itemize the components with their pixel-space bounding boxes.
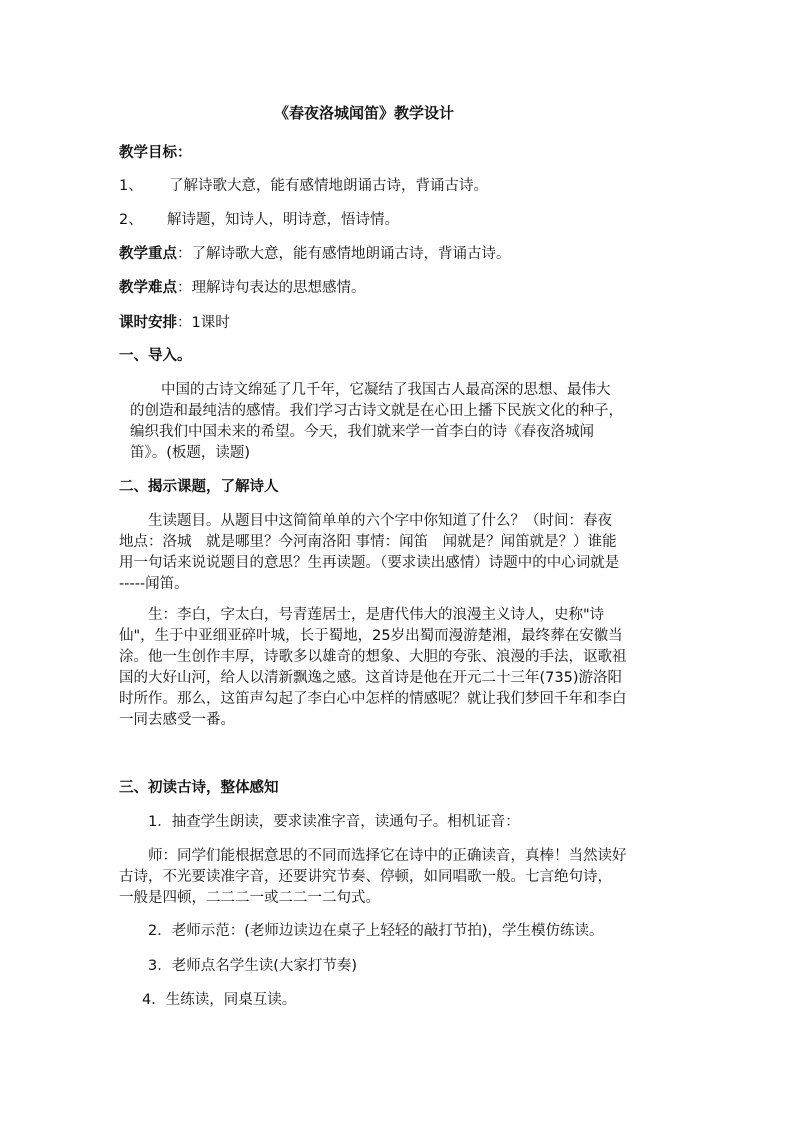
difficulties-text: ：理解诗句表达的思想感情。 <box>177 280 366 296</box>
schedule <box>119 313 230 333</box>
section-3-item-1: 1．抽查学生朗读，要求读准字音，读通句子。相机证音： <box>148 814 520 830</box>
poet-bio-line: 国的大好山河，给人以清新飘逸之感。这首诗是他在开元二十三年(735)游洛阳 <box>119 670 622 686</box>
poet-bio-line: 仙"，生于中亚细亚碎叶城，长于蜀地，25岁出蜀而漫游楚湘，最终葬在安徽当 <box>119 628 623 644</box>
section-1-line: 编织我们中国未来的希望。今天，我们就来学一首李白的诗《春夜洛城闻 <box>130 424 594 440</box>
section-3-item-3: 3．老师点名学生读(大家打节奏) <box>148 958 358 974</box>
poet-bio-line: 一同去感受一番。 <box>119 712 235 728</box>
key-points <box>119 244 511 264</box>
section-1-line: 中国的古诗文绵延了几千年，它凝结了我国古人最高深的思想、最伟大 <box>161 382 611 398</box>
section-1-line: 笛》。(板题，读题) <box>130 445 251 461</box>
key-points-label: 教学重点 <box>119 246 177 262</box>
section-3-item-4: 4．生练读，同桌互读。 <box>142 992 297 1008</box>
section-1-line: 的创造和最纯洁的感情。我们学习古诗文就是在心田上播下民族文化的种子， <box>130 403 623 419</box>
schedule-label: 课时安排 <box>119 315 177 331</box>
section-3-heading: 三、初读古诗，整体感知 <box>119 780 279 796</box>
poet-bio-line: 涂。他一生创作丰厚，诗歌多以雄奇的想象、大胆的夸张、浪漫的手法，讴歌祖 <box>119 649 627 665</box>
difficulties-label: 教学难点 <box>119 280 177 296</box>
teacher-note-line: 师：同学们能根据意思的不同而选择它在诗中的正确读音，真棒！当然读好 <box>148 848 627 864</box>
goal-text: 了解诗歌大意，能有感情地朗诵古诗，背诵古诗。 <box>169 178 488 194</box>
key-points-text: ：了解诗歌大意，能有感情地朗诵古诗，背诵古诗。 <box>177 246 511 262</box>
goal-item-1 <box>119 176 488 196</box>
section-2-paragraph-line: 地点：洛城 就是哪里？今河南洛阳 事情：闻笛 闻就是？闻笛就是？）谁能 <box>119 534 617 550</box>
poet-bio-line: 时所作。那么，这笛声勾起了李白心中怎样的情感呢？就让我们梦回千年和李白 <box>119 691 627 707</box>
goal-number: 1、 <box>119 178 143 194</box>
section-2-paragraph-line: 生读题目。从题目中这简简单单的六个字中你知道了什么？（时间：春夜 <box>148 513 612 529</box>
poet-bio-line: 生：李白，字太白，号青莲居士，是唐代伟大的浪漫主义诗人，史称"诗 <box>148 607 605 623</box>
goal-text: 解诗题，知诗人，明诗意，悟诗情。 <box>167 212 399 228</box>
section-2-paragraph-line: -----闻笛。 <box>119 576 189 592</box>
teacher-note-line: 古诗，不光要读准字音，还要讲究节奏、停顿，如同唱歌一般。七言绝句诗， <box>119 869 612 885</box>
section-2-heading: 二、揭示课题，了解诗人 <box>119 479 279 495</box>
section-1-heading: 一、导入。 <box>119 348 192 364</box>
goal-item-2 <box>119 210 399 230</box>
document-title: 《春夜洛城闻笛》教学设计 <box>274 104 455 122</box>
goal-number: 2、 <box>119 212 143 228</box>
section-2-paragraph-line: 用一句话来说说题目的意思？生再读题。（要求读出感情）诗题中的中心词就是 <box>119 555 620 571</box>
schedule-text: ：1课时 <box>177 315 230 331</box>
teacher-note-line: 一般是四顿，二二二一或二二一二句式。 <box>119 890 380 906</box>
difficulties <box>119 278 366 298</box>
goals-heading: 教学目标： <box>119 145 192 161</box>
section-3-item-2: 2．老师示范：(老师边读边在桌子上轻轻的敲打节拍)，学生模仿练读。 <box>148 923 604 939</box>
